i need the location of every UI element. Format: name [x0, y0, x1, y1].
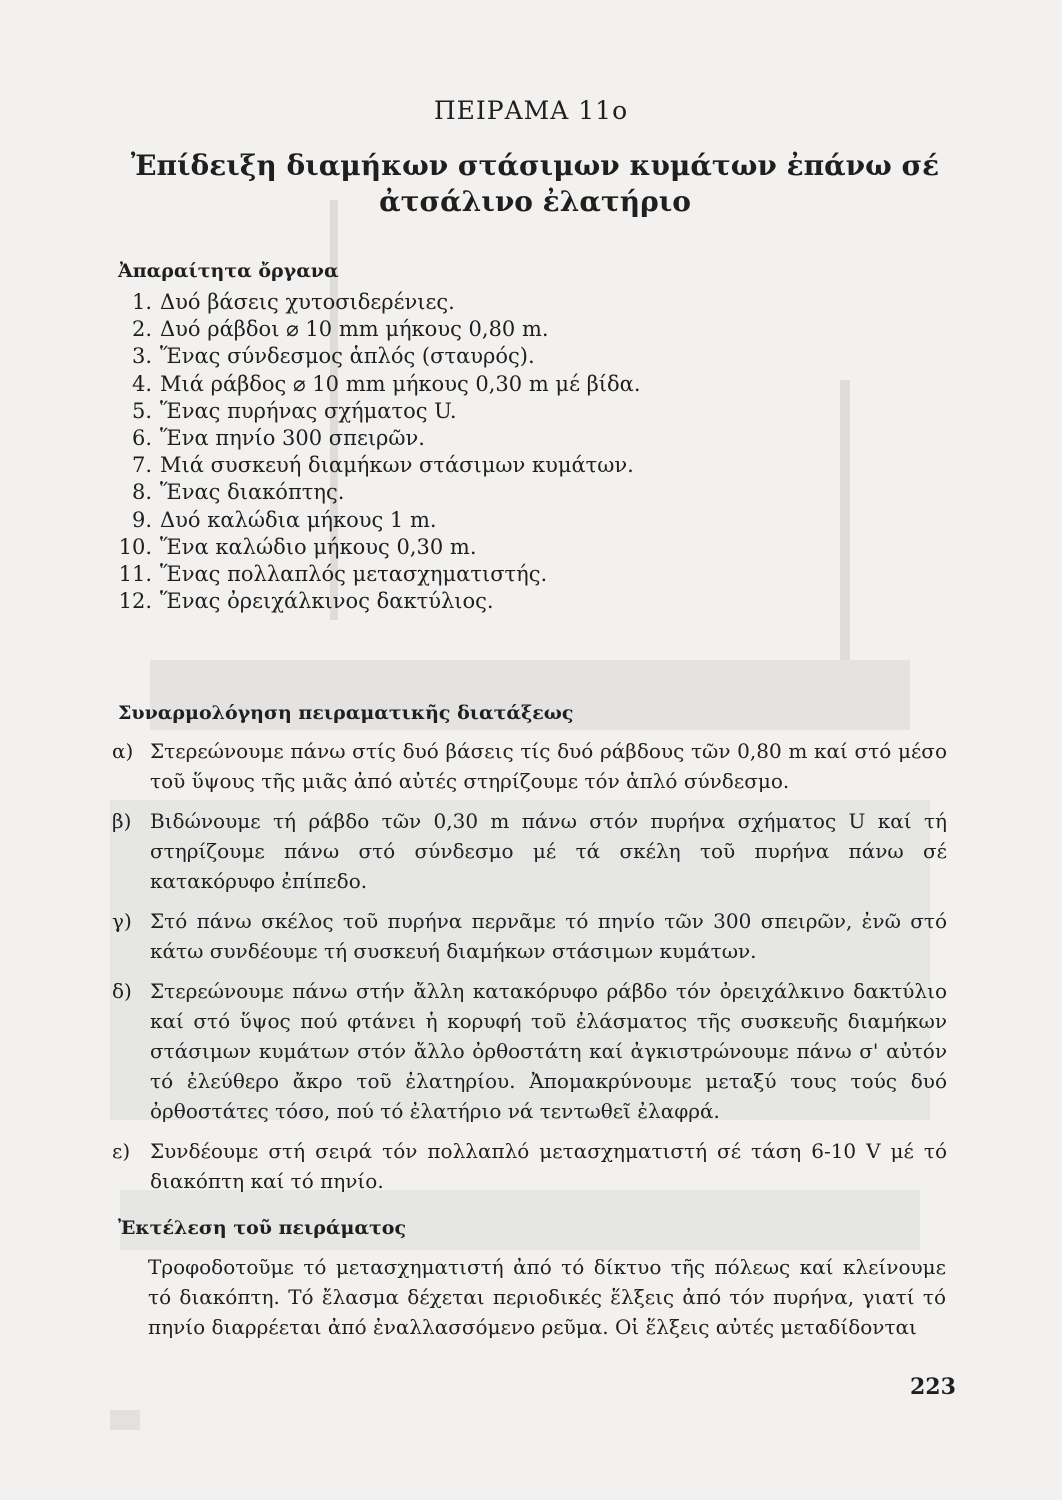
- assembly-heading: Συναρμολόγηση πειραματικῆς διατάξεως: [118, 702, 574, 724]
- list-item: [112, 507, 812, 534]
- step-text: Στερεώνουμε πάνω στίς δυό βάσεις τίς δυό ράβδους τῶν 0,80 m καί στό μέσο τοῦ ὕψους τῆς μιᾶς ἀπό αὐτές στηρίζουμε τόν ἁπλό σύνδεσμο.: [150, 739, 947, 793]
- list-item-text: Δυό βάσεις χυτοσιδερένιες.: [160, 290, 455, 314]
- step-marker: α): [112, 739, 134, 763]
- assembly-step: [112, 806, 947, 896]
- assembly-step: [112, 906, 947, 966]
- step-marker: γ): [112, 909, 132, 933]
- list-item-text: Ἕνας πυρήνας σχήματος U.: [160, 398, 457, 423]
- list-item-number: 3.: [131, 344, 152, 369]
- step-marker: ε): [112, 1139, 131, 1163]
- list-item-number: 4.: [131, 371, 152, 396]
- list-item: [112, 452, 812, 479]
- step-marker: δ): [112, 979, 132, 1003]
- step-marker: β): [112, 809, 132, 833]
- list-item-number: 11.: [118, 561, 152, 586]
- assembly-step: [112, 1136, 947, 1196]
- execution-paragraph: Τροφοδοτοῦμε τό μετασχηματιστή ἀπό τό δίκτυο τῆς πόλεως καί κλείνουμε τό διακόπτη. Τό ἔλασμα δέχεται περιοδικές ἕλξεις ἀπό τόν πυρήνα, γιατί τό πηνίο διαρρέεται ἀπό ἐναλλασσόμενο ρεῦμα. Οἱ ἕλξεις αὐτές μεταδίδονται: [148, 1255, 946, 1339]
- list-item-text: Ἕνας σύνδεσμος ἁπλός (σταυρός).: [160, 344, 535, 369]
- list-item-number: 9.: [131, 507, 152, 532]
- main-title: Ἐπίδειξη διαμήκων στάσιμων κυμάτων ἐπάνω σέ ἀτσάλινο ἐλατήριο: [130, 149, 940, 218]
- list-item: [112, 316, 812, 343]
- list-item: [112, 534, 812, 561]
- assembly-step: [112, 976, 947, 1126]
- list-item: [112, 371, 812, 398]
- list-item-number: 6.: [131, 425, 152, 450]
- list-item: [112, 289, 812, 316]
- list-item-number: 8.: [131, 480, 152, 505]
- list-item-number: 7.: [131, 453, 152, 478]
- list-item-text: Ἕνα πηνίο 300 σπειρῶν.: [160, 425, 425, 450]
- list-item-number: 1.: [131, 290, 152, 314]
- list-item: [112, 425, 812, 452]
- assembly-steps: [112, 736, 947, 1206]
- list-item-number: 12.: [118, 589, 152, 614]
- list-item-text: Δυό καλώδια μήκους 1 m.: [160, 507, 437, 532]
- step-text: Στερεώνουμε πάνω στήν ἄλλη κατακόρυφο ράβδο τόν ὀρειχάλκινο δακτύλιο καί στό ὕψος πού φτάνει ἡ κορυφή τοῦ ἐλάσματος τῆς συσκευῆς διαμήκων στάσιμων κυμάτων στόν ἄλλο ὀρθοστάτη καί ἀγκιστρώνουμε πάνω σ' αὐτόν τό ἐλεύθερο ἄκρο τοῦ ἐλατηρίου. Ἀπομακρύνουμε μεταξύ τους τούς δυό ὀρθοστάτες τόσο, πού τό ἐλατήριο νά τεντωθεῖ ἐλαφρά.: [150, 979, 947, 1123]
- list-item: [112, 479, 812, 506]
- list-item-text: Ἕνας πολλαπλός μετασχηματιστής.: [160, 561, 548, 586]
- list-item: [112, 343, 812, 370]
- instruments-heading: Ἀπαραίτητα ὄργανα: [118, 260, 339, 282]
- instruments-list: [112, 289, 812, 615]
- list-item: [112, 588, 812, 615]
- list-item-number: 5.: [131, 398, 152, 423]
- list-item-text: Ἕνας ὀρειχάλκινος δακτύλιος.: [160, 589, 494, 614]
- list-item-text: Μιά ράβδος ⌀ 10 mm μήκους 0,30 m μέ βίδα.: [160, 371, 641, 396]
- list-item: [112, 398, 812, 425]
- page-number: 223: [910, 1374, 956, 1400]
- list-item-number: 10.: [118, 534, 152, 559]
- assembly-step: [112, 736, 947, 796]
- execution-heading: Ἐκτέλεση τοῦ πειράματος: [118, 1217, 407, 1239]
- step-text: Στό πάνω σκέλος τοῦ πυρήνα περνᾶμε τό πηνίο τῶν 300 σπειρῶν, ἐνῶ στό κάτω συνδέουμε τή συσκευή διαμήκων στάσιμων κυμάτων.: [150, 909, 947, 963]
- list-item: [112, 561, 812, 588]
- step-text: Συνδέουμε στή σειρά τόν πολλαπλό μετασχηματιστή σέ τάση 6-10 V μέ τό διακόπτη καί τό πηνίο.: [150, 1139, 947, 1193]
- list-item-text: Ἕνας διακόπτης.: [160, 480, 345, 505]
- list-item-text: Δυό ράβδοι ⌀ 10 mm μήκους 0,80 m.: [160, 317, 549, 342]
- list-item-text: Μιά συσκευή διαμήκων στάσιμων κυμάτων.: [160, 453, 634, 478]
- step-text: Βιδώνουμε τή ράβδο τῶν 0,30 m πάνω στόν πυρήνα σχήματος U καί τή στηρίζουμε πάνω στό σύνδεσμο μέ τά σκέλη τοῦ πυρήνα πάνω σέ κατακόρυφο ἐπίπεδο.: [150, 809, 947, 893]
- list-item-number: 2.: [131, 317, 152, 342]
- list-item-text: Ἕνα καλώδιο μήκους 0,30 m.: [160, 534, 477, 559]
- experiment-title: ΠΕΙΡΑΜΑ 11ο: [433, 96, 629, 125]
